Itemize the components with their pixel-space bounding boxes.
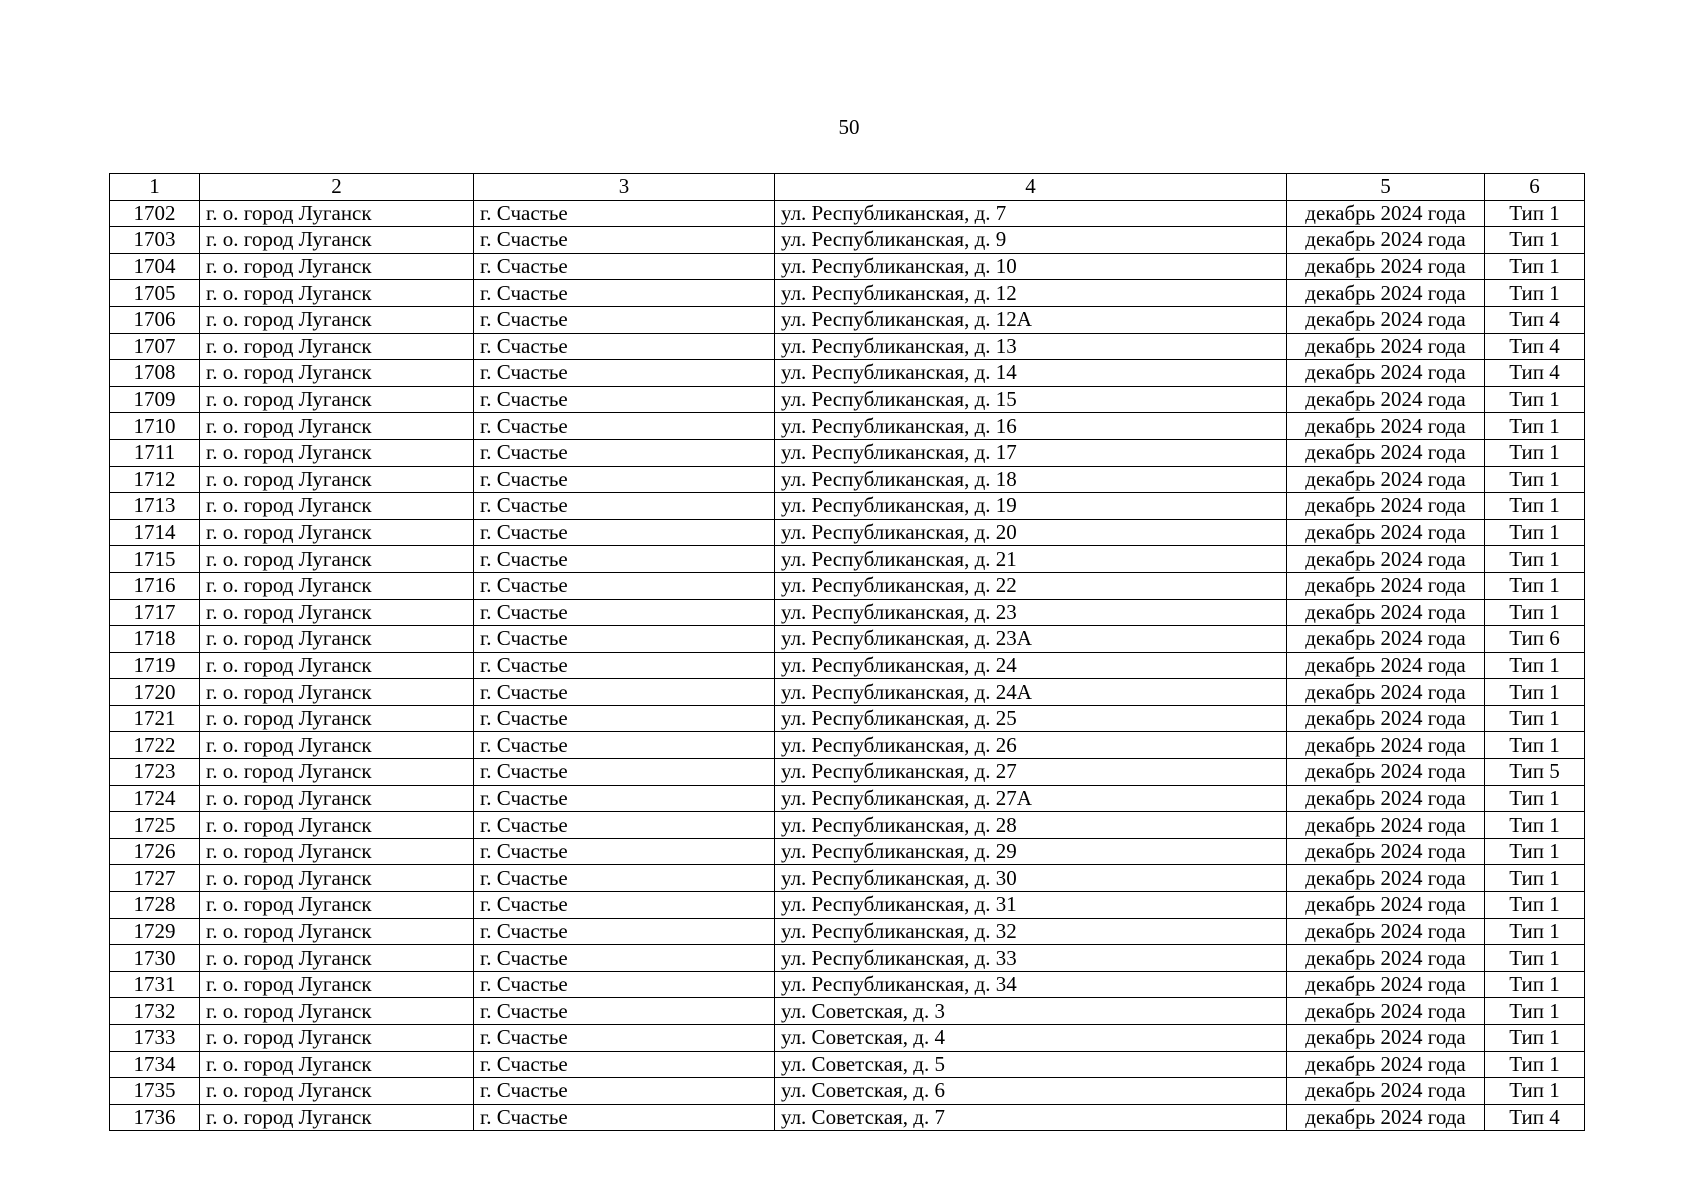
cell-address: ул. Республиканская, д. 26 bbox=[775, 732, 1287, 759]
cell-number: 1734 bbox=[110, 1051, 200, 1078]
cell-type: Тип 1 bbox=[1485, 572, 1585, 599]
cell-type: Тип 1 bbox=[1485, 227, 1585, 254]
cell-city: г. Счастье bbox=[474, 253, 775, 280]
cell-city: г. Счастье bbox=[474, 466, 775, 493]
table-row bbox=[110, 705, 1585, 732]
cell-district: г. о. город Луганск bbox=[200, 998, 474, 1025]
cell-type: Тип 1 bbox=[1485, 439, 1585, 466]
cell-district: г. о. город Луганск bbox=[200, 812, 474, 839]
cell-number: 1717 bbox=[110, 599, 200, 626]
cell-number: 1724 bbox=[110, 785, 200, 812]
cell-type: Тип 1 bbox=[1485, 971, 1585, 998]
cell-district: г. о. город Луганск bbox=[200, 892, 474, 919]
cell-address: ул. Республиканская, д. 27 bbox=[775, 759, 1287, 786]
table-row bbox=[110, 413, 1585, 440]
cell-city: г. Счастье bbox=[474, 652, 775, 679]
cell-number: 1702 bbox=[110, 200, 200, 227]
cell-district: г. о. город Луганск bbox=[200, 838, 474, 865]
cell-type: Тип 4 bbox=[1485, 306, 1585, 333]
cell-district: г. о. город Луганск bbox=[200, 1025, 474, 1052]
cell-date: декабрь 2024 года bbox=[1287, 599, 1485, 626]
cell-address: ул. Республиканская, д. 13 bbox=[775, 333, 1287, 360]
cell-date: декабрь 2024 года bbox=[1287, 360, 1485, 387]
cell-city: г. Счастье bbox=[474, 732, 775, 759]
cell-date: декабрь 2024 года bbox=[1287, 253, 1485, 280]
cell-city: г. Счастье bbox=[474, 386, 775, 413]
table-row bbox=[110, 812, 1585, 839]
cell-address: ул. Республиканская, д. 15 bbox=[775, 386, 1287, 413]
cell-city: г. Счастье bbox=[474, 519, 775, 546]
cell-city: г. Счастье bbox=[474, 812, 775, 839]
cell-date: декабрь 2024 года bbox=[1287, 1051, 1485, 1078]
cell-address: ул. Республиканская, д. 24 bbox=[775, 652, 1287, 679]
cell-type: Тип 1 bbox=[1485, 679, 1585, 706]
cell-address: ул. Советская, д. 7 bbox=[775, 1104, 1287, 1131]
cell-city: г. Счастье bbox=[474, 865, 775, 892]
cell-type: Тип 1 bbox=[1485, 865, 1585, 892]
cell-number: 1719 bbox=[110, 652, 200, 679]
cell-district: г. о. город Луганск bbox=[200, 599, 474, 626]
cell-city: г. Счастье bbox=[474, 227, 775, 254]
cell-date: декабрь 2024 года bbox=[1287, 546, 1485, 573]
cell-district: г. о. город Луганск bbox=[200, 466, 474, 493]
cell-district: г. о. город Луганск bbox=[200, 413, 474, 440]
cell-district: г. о. город Луганск bbox=[200, 626, 474, 653]
cell-number: 1703 bbox=[110, 227, 200, 254]
cell-type: Тип 4 bbox=[1485, 360, 1585, 387]
cell-address: ул. Республиканская, д. 31 bbox=[775, 892, 1287, 919]
cell-district: г. о. город Луганск bbox=[200, 971, 474, 998]
cell-number: 1718 bbox=[110, 626, 200, 653]
cell-number: 1711 bbox=[110, 439, 200, 466]
table-row bbox=[110, 253, 1585, 280]
cell-number: 1730 bbox=[110, 945, 200, 972]
cell-address: ул. Республиканская, д. 20 bbox=[775, 519, 1287, 546]
cell-city: г. Счастье bbox=[474, 200, 775, 227]
cell-date: декабрь 2024 года bbox=[1287, 306, 1485, 333]
cell-city: г. Счастье bbox=[474, 493, 775, 520]
cell-address: ул. Республиканская, д. 14 bbox=[775, 360, 1287, 387]
cell-type: Тип 1 bbox=[1485, 705, 1585, 732]
cell-address: ул. Республиканская, д. 16 bbox=[775, 413, 1287, 440]
cell-date: декабрь 2024 года bbox=[1287, 918, 1485, 945]
cell-date: декабрь 2024 года bbox=[1287, 439, 1485, 466]
table-row bbox=[110, 1104, 1585, 1131]
cell-number: 1729 bbox=[110, 918, 200, 945]
table-row bbox=[110, 785, 1585, 812]
table-row bbox=[110, 1051, 1585, 1078]
table-row bbox=[110, 466, 1585, 493]
cell-city: г. Счастье bbox=[474, 626, 775, 653]
table-row bbox=[110, 493, 1585, 520]
cell-number: 1716 bbox=[110, 572, 200, 599]
cell-city: г. Счастье bbox=[474, 759, 775, 786]
cell-address: ул. Республиканская, д. 34 bbox=[775, 971, 1287, 998]
cell-district: г. о. город Луганск bbox=[200, 253, 474, 280]
table-row bbox=[110, 360, 1585, 387]
column-header-1: 1 bbox=[110, 174, 200, 201]
cell-number: 1721 bbox=[110, 705, 200, 732]
cell-address: ул. Республиканская, д. 24А bbox=[775, 679, 1287, 706]
table-row bbox=[110, 439, 1585, 466]
cell-date: декабрь 2024 года bbox=[1287, 466, 1485, 493]
cell-district: г. о. город Луганск bbox=[200, 572, 474, 599]
cell-date: декабрь 2024 года bbox=[1287, 732, 1485, 759]
cell-type: Тип 1 bbox=[1485, 493, 1585, 520]
cell-type: Тип 1 bbox=[1485, 1078, 1585, 1105]
cell-type: Тип 1 bbox=[1485, 599, 1585, 626]
cell-district: г. о. город Луганск bbox=[200, 918, 474, 945]
cell-city: г. Счастье bbox=[474, 998, 775, 1025]
cell-address: ул. Республиканская, д. 19 bbox=[775, 493, 1287, 520]
table-row bbox=[110, 652, 1585, 679]
cell-address: ул. Республиканская, д. 33 bbox=[775, 945, 1287, 972]
cell-date: декабрь 2024 года bbox=[1287, 200, 1485, 227]
cell-type: Тип 1 bbox=[1485, 280, 1585, 307]
cell-number: 1713 bbox=[110, 493, 200, 520]
table-row bbox=[110, 679, 1585, 706]
cell-number: 1732 bbox=[110, 998, 200, 1025]
table-row bbox=[110, 971, 1585, 998]
registry-table bbox=[109, 173, 1585, 1131]
cell-city: г. Счастье bbox=[474, 413, 775, 440]
cell-address: ул. Республиканская, д. 12 bbox=[775, 280, 1287, 307]
cell-district: г. о. город Луганск bbox=[200, 732, 474, 759]
cell-date: декабрь 2024 года bbox=[1287, 679, 1485, 706]
cell-district: г. о. город Луганск bbox=[200, 439, 474, 466]
table-row bbox=[110, 945, 1585, 972]
cell-number: 1706 bbox=[110, 306, 200, 333]
cell-number: 1704 bbox=[110, 253, 200, 280]
cell-district: г. о. город Луганск bbox=[200, 519, 474, 546]
cell-type: Тип 1 bbox=[1485, 413, 1585, 440]
table-row bbox=[110, 892, 1585, 919]
cell-date: декабрь 2024 года bbox=[1287, 785, 1485, 812]
cell-number: 1709 bbox=[110, 386, 200, 413]
cell-address: ул. Республиканская, д. 22 bbox=[775, 572, 1287, 599]
table-header bbox=[110, 174, 1585, 201]
cell-address: ул. Советская, д. 5 bbox=[775, 1051, 1287, 1078]
cell-address: ул. Республиканская, д. 10 bbox=[775, 253, 1287, 280]
cell-city: г. Счастье bbox=[474, 546, 775, 573]
cell-district: г. о. город Луганск bbox=[200, 652, 474, 679]
cell-district: г. о. город Луганск bbox=[200, 360, 474, 387]
cell-date: декабрь 2024 года bbox=[1287, 1078, 1485, 1105]
cell-district: г. о. город Луганск bbox=[200, 705, 474, 732]
cell-date: декабрь 2024 года bbox=[1287, 227, 1485, 254]
cell-date: декабрь 2024 года bbox=[1287, 519, 1485, 546]
cell-district: г. о. город Луганск bbox=[200, 1104, 474, 1131]
cell-date: декабрь 2024 года bbox=[1287, 865, 1485, 892]
cell-number: 1705 bbox=[110, 280, 200, 307]
cell-type: Тип 1 bbox=[1485, 253, 1585, 280]
cell-date: декабрь 2024 года bbox=[1287, 652, 1485, 679]
cell-address: ул. Республиканская, д. 7 bbox=[775, 200, 1287, 227]
cell-district: г. о. город Луганск bbox=[200, 759, 474, 786]
cell-district: г. о. город Луганск bbox=[200, 679, 474, 706]
cell-address: ул. Советская, д. 3 bbox=[775, 998, 1287, 1025]
cell-type: Тип 1 bbox=[1485, 466, 1585, 493]
page-number: 50 bbox=[838, 115, 860, 139]
cell-city: г. Счастье bbox=[474, 1025, 775, 1052]
cell-address: ул. Республиканская, д. 17 bbox=[775, 439, 1287, 466]
cell-date: декабрь 2024 года bbox=[1287, 413, 1485, 440]
cell-address: ул. Республиканская, д. 21 bbox=[775, 546, 1287, 573]
cell-district: г. о. город Луганск bbox=[200, 1051, 474, 1078]
cell-city: г. Счастье bbox=[474, 918, 775, 945]
table-row bbox=[110, 519, 1585, 546]
table-row bbox=[110, 200, 1585, 227]
cell-type: Тип 6 bbox=[1485, 626, 1585, 653]
cell-city: г. Счастье bbox=[474, 945, 775, 972]
cell-date: декабрь 2024 года bbox=[1287, 626, 1485, 653]
cell-city: г. Счастье bbox=[474, 1051, 775, 1078]
cell-city: г. Счастье bbox=[474, 360, 775, 387]
table-row bbox=[110, 1078, 1585, 1105]
cell-city: г. Счастье bbox=[474, 599, 775, 626]
table-row bbox=[110, 333, 1585, 360]
column-header-6: 6 bbox=[1485, 174, 1585, 201]
cell-city: г. Счастье bbox=[474, 306, 775, 333]
cell-type: Тип 1 bbox=[1485, 785, 1585, 812]
cell-type: Тип 1 bbox=[1485, 945, 1585, 972]
cell-number: 1720 bbox=[110, 679, 200, 706]
cell-number: 1726 bbox=[110, 838, 200, 865]
cell-address: ул. Республиканская, д. 25 bbox=[775, 705, 1287, 732]
cell-address: ул. Советская, д. 4 bbox=[775, 1025, 1287, 1052]
table-row bbox=[110, 280, 1585, 307]
cell-date: декабрь 2024 года bbox=[1287, 892, 1485, 919]
cell-type: Тип 1 bbox=[1485, 519, 1585, 546]
table-row bbox=[110, 306, 1585, 333]
cell-type: Тип 1 bbox=[1485, 200, 1585, 227]
cell-type: Тип 4 bbox=[1485, 1104, 1585, 1131]
cell-number: 1710 bbox=[110, 413, 200, 440]
cell-city: г. Счастье bbox=[474, 971, 775, 998]
cell-district: г. о. город Луганск bbox=[200, 785, 474, 812]
cell-number: 1708 bbox=[110, 360, 200, 387]
table-row bbox=[110, 572, 1585, 599]
cell-city: г. Счастье bbox=[474, 439, 775, 466]
table-row bbox=[110, 227, 1585, 254]
cell-date: декабрь 2024 года bbox=[1287, 945, 1485, 972]
cell-district: г. о. город Луганск bbox=[200, 227, 474, 254]
table-row bbox=[110, 599, 1585, 626]
cell-date: декабрь 2024 года bbox=[1287, 759, 1485, 786]
cell-number: 1728 bbox=[110, 892, 200, 919]
table-row bbox=[110, 918, 1585, 945]
cell-type: Тип 1 bbox=[1485, 732, 1585, 759]
cell-district: г. о. город Луганск bbox=[200, 200, 474, 227]
table-row bbox=[110, 546, 1585, 573]
cell-date: декабрь 2024 года bbox=[1287, 705, 1485, 732]
header-row bbox=[110, 174, 1585, 201]
cell-number: 1714 bbox=[110, 519, 200, 546]
cell-address: ул. Республиканская, д. 30 bbox=[775, 865, 1287, 892]
cell-date: декабрь 2024 года bbox=[1287, 333, 1485, 360]
cell-district: г. о. город Луганск bbox=[200, 306, 474, 333]
cell-district: г. о. город Луганск bbox=[200, 865, 474, 892]
table-body bbox=[110, 200, 1585, 1131]
cell-type: Тип 1 bbox=[1485, 918, 1585, 945]
cell-address: ул. Республиканская, д. 28 bbox=[775, 812, 1287, 839]
table-row bbox=[110, 732, 1585, 759]
cell-district: г. о. город Луганск bbox=[200, 280, 474, 307]
cell-address: ул. Советская, д. 6 bbox=[775, 1078, 1287, 1105]
cell-district: г. о. город Луганск bbox=[200, 333, 474, 360]
cell-number: 1707 bbox=[110, 333, 200, 360]
cell-number: 1722 bbox=[110, 732, 200, 759]
cell-number: 1735 bbox=[110, 1078, 200, 1105]
cell-number: 1725 bbox=[110, 812, 200, 839]
cell-address: ул. Республиканская, д. 9 bbox=[775, 227, 1287, 254]
cell-address: ул. Республиканская, д. 12А bbox=[775, 306, 1287, 333]
cell-district: г. о. город Луганск bbox=[200, 386, 474, 413]
cell-number: 1727 bbox=[110, 865, 200, 892]
table-row bbox=[110, 1025, 1585, 1052]
cell-district: г. о. город Луганск bbox=[200, 1078, 474, 1105]
table-row bbox=[110, 838, 1585, 865]
cell-date: декабрь 2024 года bbox=[1287, 998, 1485, 1025]
cell-date: декабрь 2024 года bbox=[1287, 572, 1485, 599]
cell-date: декабрь 2024 года bbox=[1287, 1025, 1485, 1052]
cell-date: декабрь 2024 года bbox=[1287, 493, 1485, 520]
cell-type: Тип 1 bbox=[1485, 1051, 1585, 1078]
cell-type: Тип 1 bbox=[1485, 386, 1585, 413]
cell-date: декабрь 2024 года bbox=[1287, 1104, 1485, 1131]
cell-city: г. Счастье bbox=[474, 333, 775, 360]
cell-type: Тип 1 bbox=[1485, 812, 1585, 839]
cell-type: Тип 1 bbox=[1485, 546, 1585, 573]
cell-date: декабрь 2024 года bbox=[1287, 280, 1485, 307]
column-header-3: 3 bbox=[474, 174, 775, 201]
cell-city: г. Счастье bbox=[474, 785, 775, 812]
cell-city: г. Счастье bbox=[474, 679, 775, 706]
cell-address: ул. Республиканская, д. 27А bbox=[775, 785, 1287, 812]
table-row bbox=[110, 386, 1585, 413]
cell-address: ул. Республиканская, д. 18 bbox=[775, 466, 1287, 493]
cell-number: 1712 bbox=[110, 466, 200, 493]
cell-city: г. Счастье bbox=[474, 838, 775, 865]
cell-city: г. Счастье bbox=[474, 1104, 775, 1131]
cell-address: ул. Республиканская, д. 23А bbox=[775, 626, 1287, 653]
table-row bbox=[110, 998, 1585, 1025]
cell-number: 1723 bbox=[110, 759, 200, 786]
cell-district: г. о. город Луганск bbox=[200, 945, 474, 972]
cell-type: Тип 1 bbox=[1485, 1025, 1585, 1052]
cell-city: г. Счастье bbox=[474, 1078, 775, 1105]
table-row bbox=[110, 626, 1585, 653]
cell-city: г. Счастье bbox=[474, 705, 775, 732]
cell-number: 1733 bbox=[110, 1025, 200, 1052]
cell-date: декабрь 2024 года bbox=[1287, 386, 1485, 413]
column-header-2: 2 bbox=[200, 174, 474, 201]
cell-type: Тип 5 bbox=[1485, 759, 1585, 786]
cell-date: декабрь 2024 года bbox=[1287, 812, 1485, 839]
table-row bbox=[110, 865, 1585, 892]
cell-address: ул. Республиканская, д. 29 bbox=[775, 838, 1287, 865]
cell-district: г. о. город Луганск bbox=[200, 493, 474, 520]
cell-address: ул. Республиканская, д. 32 bbox=[775, 918, 1287, 945]
cell-address: ул. Республиканская, д. 23 bbox=[775, 599, 1287, 626]
cell-type: Тип 1 bbox=[1485, 892, 1585, 919]
cell-city: г. Счастье bbox=[474, 572, 775, 599]
cell-number: 1715 bbox=[110, 546, 200, 573]
column-header-5: 5 bbox=[1287, 174, 1485, 201]
cell-type: Тип 1 bbox=[1485, 998, 1585, 1025]
cell-city: г. Счастье bbox=[474, 280, 775, 307]
cell-date: декабрь 2024 года bbox=[1287, 838, 1485, 865]
table-row bbox=[110, 759, 1585, 786]
cell-type: Тип 4 bbox=[1485, 333, 1585, 360]
cell-date: декабрь 2024 года bbox=[1287, 971, 1485, 998]
cell-number: 1731 bbox=[110, 971, 200, 998]
cell-number: 1736 bbox=[110, 1104, 200, 1131]
cell-city: г. Счастье bbox=[474, 892, 775, 919]
cell-type: Тип 1 bbox=[1485, 652, 1585, 679]
column-header-4: 4 bbox=[775, 174, 1287, 201]
cell-district: г. о. город Луганск bbox=[200, 546, 474, 573]
cell-type: Тип 1 bbox=[1485, 838, 1585, 865]
